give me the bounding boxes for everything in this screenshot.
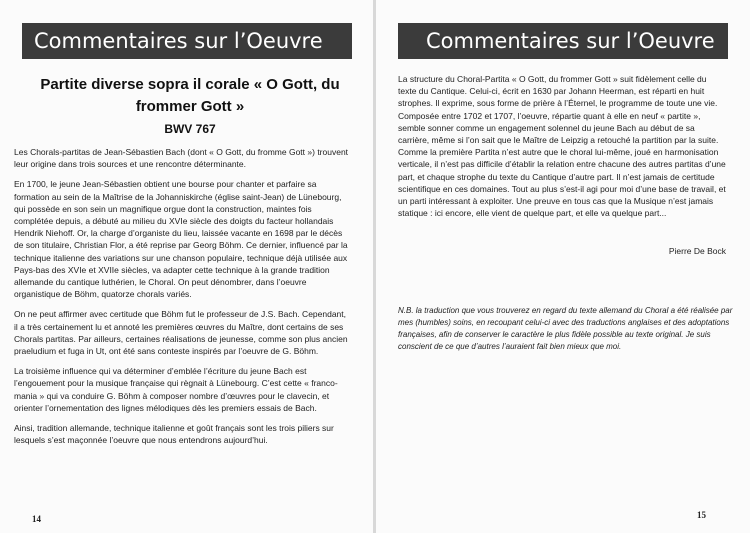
commentary-text: [14, 146, 352, 454]
paragraph: On ne peut affirmer avec certitude que Böhm fut le professeur de J.S. Bach. Cependant, il a très certainement lu et annoté les premières œuvres du Maître, dont certains de ses Chorals partitas. Par ailleurs, certaines réalisations de jeunesse, comme son plus ancien praeludium et fuga in Ut, ont été sans conteste inspirés par l’oeuvre de G. Böhm.: [14, 309, 348, 357]
right-page: [376, 0, 750, 533]
page-number: 15: [697, 510, 706, 520]
section-header: Commentaires sur l’Oeuvre: [22, 23, 352, 59]
paragraph: Les Chorals-partitas de Jean-Sébastien Bach (dont « O Gott, du fromme Gott ») trouvent leur origine dans trois sources et une rencontre déterminante.: [14, 147, 349, 170]
paragraph: La troisième influence qui va déterminer d’emblée l’écriture du jeune Bach est l’engouement pour la musique française qui règnait à Lünebourg. C’est cette « franco-mania » qui va conduire G. Böhm à composer nombre d’œuvres pour le clavecin, et orienter l’ornementation des lignes mélodiques dès les premiers essais de Bach.: [14, 366, 338, 413]
work-title: Partite diverse sopra il corale « O Gott, du frommer Gott »: [40, 76, 340, 115]
translator-note: N.B. la traduction que vous trouverez en regard du texte allemand du Choral a été réalisée par mes (humbles) soins, en recoupant celui-ci avec des traductions anglaises et des adoptations françaises, afin de conserver le caractère le plus fidèle possible au texte original. Je suis conscient de ce que d’autres l’auraient fait bien mieux que moi.: [398, 306, 733, 351]
bwv-number: BWV 767: [164, 122, 216, 136]
paragraph: Comme la première Partita n’est autre que le choral lui-même, joué en harmonisation verticale, il n’est pas difficile d’établir la relation entre chacune des autres partitas d’une part, et chaque strophe du texte du Cantique d’autre part. Il n’est jamais de certitude scientifique en ces domaines. Tout au plus s’est-il agi pour moi d’une base de travail, et un parti intéressant à exploiter. Une preuve en tous cas que la Musique n’est jamais statique : ici encore, elle vient de quelque part, et elle va quelque part...: [398, 147, 726, 219]
page-number: 14: [32, 514, 41, 524]
paragraph: En 1700, le jeune Jean-Sébastien obtient une bourse pour chanter et parfaire sa formation au sein de la Maîtrise de la Johanniskirche (église saint-Jean) de Lünebourg, qui possède en son sein un magnifique orgue dont la construction, maintes fois complétée depuis, a débuté au milieu du XVIe siècle des doigts du facteur hollandais Hendrik Niehoff. Or, la charge d’organiste du lieu, laissée vacante en 1698 par le décès de son titulaire, Christian Flor, a été reprise par Georg Böhm. Ce dernier, influencé par la technique italienne des variations sur une chanson populaire, technique déjà utilisée aux Pays-bas des XVIe et XVIIe siècles, va adapter cette technique à la grande tradition allemande du cantique luthérien, le Choral. On peut dénombrer, dans l’oeuvre organistique de Böhm, quatorze chorals variés.: [14, 179, 348, 300]
paragraph: Ainsi, tradition allemande, technique italienne et goût français sont les trois piliers sur lesquels s’est maçonnée l’oeuvre que nous entendrons aujourd’hui.: [14, 423, 334, 446]
left-page: [0, 0, 374, 533]
section-header: Commentaires sur l’Oeuvre: [398, 23, 728, 59]
author-signature: Pierre De Bock: [668, 246, 726, 256]
commentary-text: [398, 73, 726, 227]
paragraph: La structure du Choral-Partita « O Gott, du frommer Gott » suit fidèlement celle du texte du Cantique. Celui-ci, écrit en 1630 par Johann Heerman, est réparti en huit strophes. Il exprime, sous forme de prière à l’Éternel, le programme de toute une vie. Composée entre 1702 et 1707, l’oeuvre, répartie quant à elle en neuf « partite », semble sonner comme un engagement solennel du jeune Bach au début de sa carrière, même si l’on sait que le Maître de Leipzig a retouché la partition par la suite.: [398, 74, 719, 146]
